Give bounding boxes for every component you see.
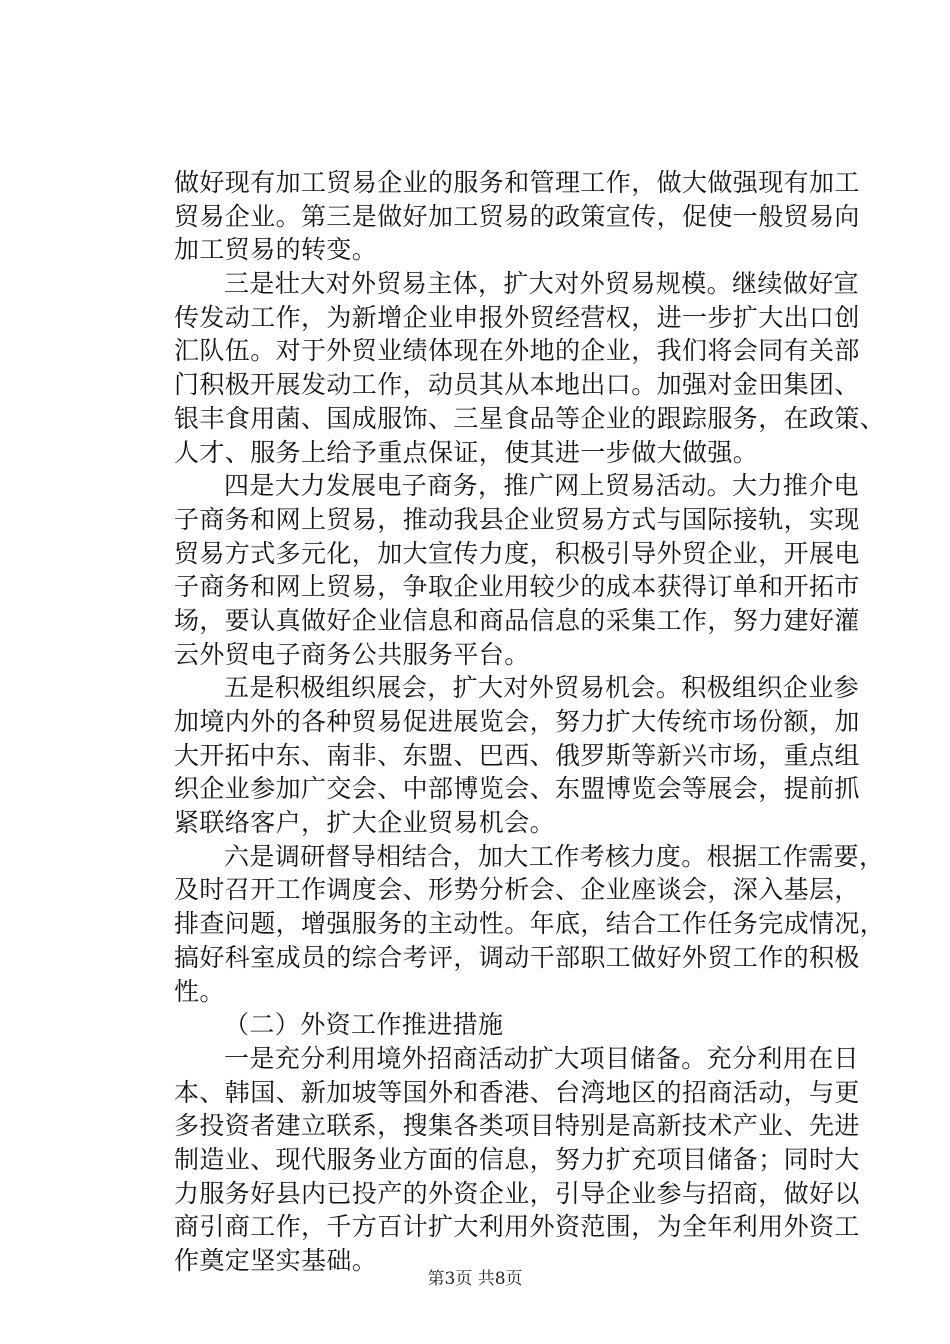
text-line: 门积极开展发动工作，动员其从本地出口。加强对金田集团、 <box>174 370 860 400</box>
text-line: 作奠定坚实基础。 <box>174 1246 378 1275</box>
text-line: 加工贸易的转变。 <box>174 235 378 265</box>
text-line: 及时召开工作调度会、形势分析会、企业座谈会，深入基层， <box>174 875 860 905</box>
text-line: 贸易企业。第三是做好加工贸易的政策宣传，促使一般贸易向 <box>174 201 860 231</box>
text-line: 云外贸电子商务公共服务平台。 <box>174 639 530 669</box>
text-line: 织企业参加广交会、中部博览会、东盟博览会等展会，提前抓 <box>174 774 860 804</box>
section-heading <box>174 1008 786 1042</box>
text-line: 大开拓中东、南非、东盟、巴西、俄罗斯等新兴市场，重点组 <box>174 740 860 770</box>
text-line: 贸易方式多元化，加大宣传力度，积极引导外贸企业，开展电 <box>174 538 860 568</box>
text-line: 五是积极组织展会，扩大对外贸易机会。积极组织企业参 <box>224 673 860 703</box>
paragraph <box>174 840 886 1008</box>
text-line: （二）外资工作推进措施 <box>224 1010 504 1040</box>
text-line: 四是大力发展电子商务，推广网上贸易活动。大力推介电 <box>224 471 860 501</box>
text-line: 性。 <box>174 976 225 1006</box>
paragraph <box>174 1042 860 1278</box>
text-line: 场，要认真做好企业信息和商品信息的采集工作，努力建好灌 <box>174 605 860 635</box>
text-line: 多投资者建立联系，搜集各类项目特别是高新技术产业、先进 <box>174 1111 860 1141</box>
text-line: 一是充分利用境外招商活动扩大项目储备。充分利用在日 <box>224 1043 860 1073</box>
text-line: 子商务和网上贸易，推动我县企业贸易方式与国际接轨，实现 <box>174 504 860 534</box>
text-line: 三是壮大对外贸易主体，扩大对外贸易规模。继续做好宣 <box>224 269 860 299</box>
paragraph <box>174 166 860 267</box>
text-line: 人才、服务上给予重点保证，使其进一步做大做强。 <box>174 437 759 467</box>
text-line: 力服务好县内已投产的外资企业，引导企业参与招商，做好以 <box>174 1178 860 1208</box>
paragraph <box>174 469 860 671</box>
text-line: 本、韩国、新加坡等国外和香港、台湾地区的招商活动，与更 <box>174 1077 860 1107</box>
text-line: 六是调研督导相结合，加大工作考核力度。根据工作需要， <box>224 841 885 871</box>
text-line: 子商务和网上贸易，争取企业用较少的成本获得订单和开拓市 <box>174 572 860 602</box>
text-line: 加境内外的各种贸易促进展览会，努力扩大传统市场份额，加 <box>174 707 860 736</box>
paragraph <box>174 671 860 839</box>
text-line: 排查问题，增强服务的主动性。年底，结合工作任务完成情况， <box>174 909 886 939</box>
text-line: 商引商工作，千方百计扩大利用外资范围，为全年利用外资工 <box>174 1212 860 1242</box>
document-body <box>174 166 886 1278</box>
text-line: 制造业、现代服务业方面的信息，努力扩充项目储备；同时大 <box>174 1144 860 1174</box>
text-line: 做好现有加工贸易企业的服务和管理工作，做大做强现有加工 <box>174 168 860 197</box>
text-line: 汇队伍。对于外贸业绩体现在外地的企业，我们将会同有关部 <box>174 336 860 366</box>
text-line: 紧联络客户，扩大企业贸易机会。 <box>174 808 556 838</box>
text-line: 传发动工作，为新增企业申报外贸经营权，进一步扩大出口创 <box>174 302 860 332</box>
text-line: 银丰食用菌、国成服饰、三星食品等企业的跟踪服务，在政策、 <box>174 403 886 433</box>
text-line: 搞好科室成员的综合考评，调动干部职工做好外贸工作的积极 <box>174 942 860 972</box>
page-footer: 第3页 共8页 <box>427 1269 523 1289</box>
paragraph <box>174 267 886 469</box>
